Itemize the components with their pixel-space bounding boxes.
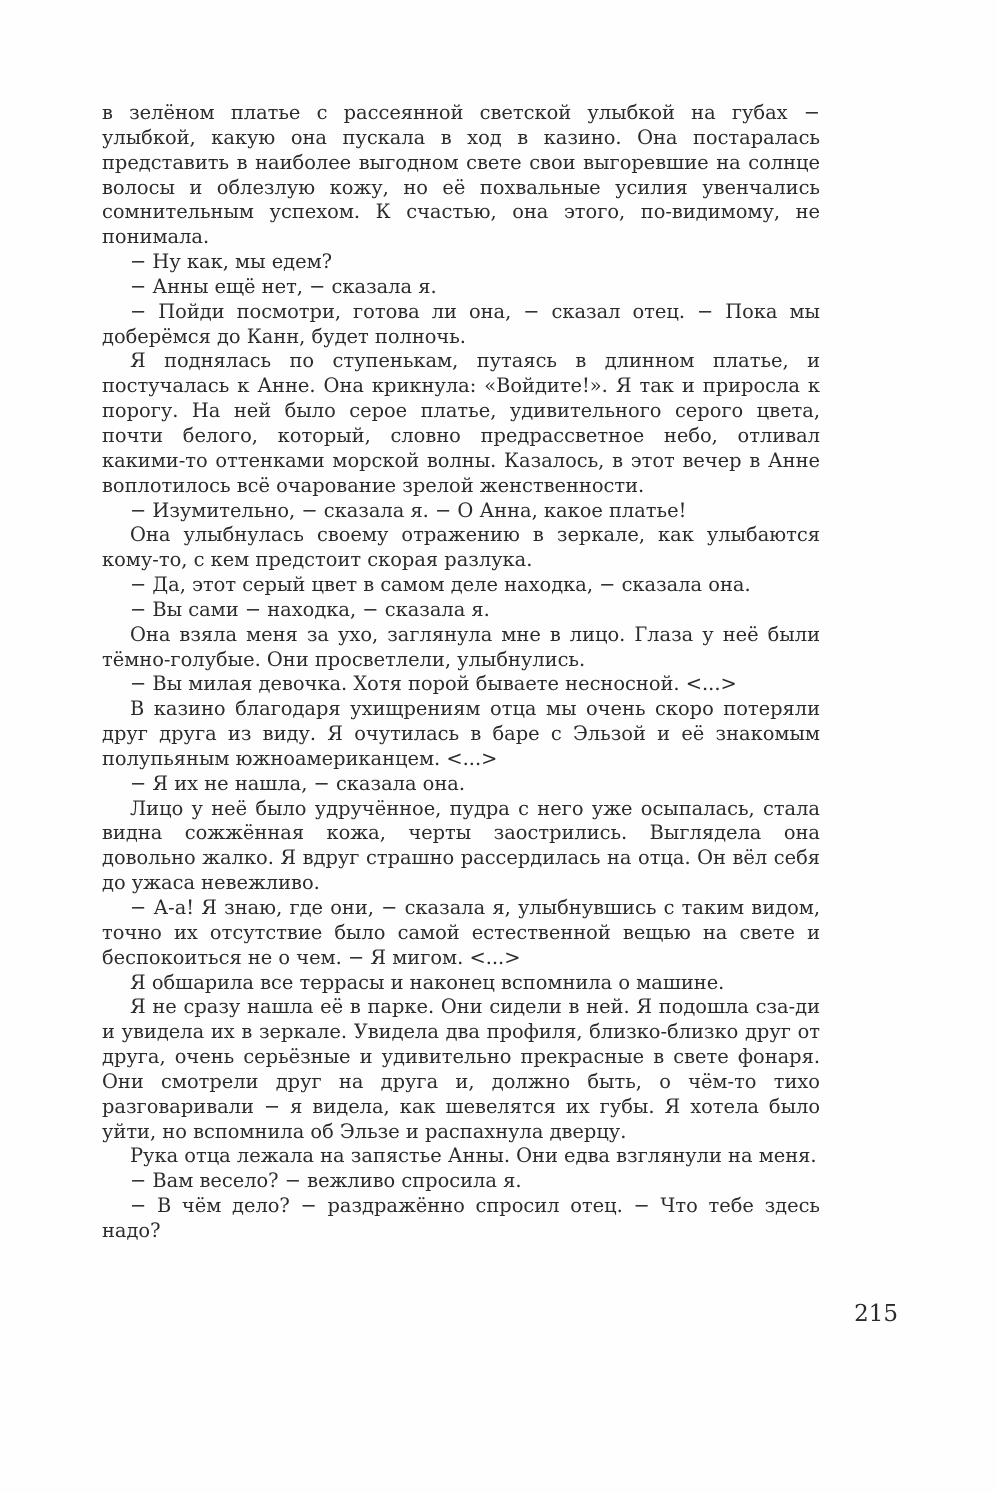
page-number: 215 (854, 1301, 898, 1327)
paragraph: − В чём дело? − раздражённо спросил отец. − Что тебе здесь надо? (102, 1194, 820, 1242)
body-text (102, 101, 820, 1244)
paragraph: − Вы сами − находка, − сказала я. (130, 597, 490, 621)
paragraph: Я обшарила все террасы и наконец вспомнила о машине. (130, 970, 725, 994)
paragraph: Она взяла меня за ухо, заглянула мне в лицо. Глаза у неё были тёмно-голубые. Они просветлели, улыбнулись. (102, 622, 820, 671)
paragraph: − Ну как, мы едем? (130, 250, 333, 274)
paragraph: Я не сразу нашла её в парке. Они сидели в ней. Я подошла сза-ди и увидела их в зеркале. Увидела два профиля, близко-близко друг от друга, очень серьёзные и удивительно прекрасные в свете фонаря. Они смотрели друг на друга и, должно быть, о чём-то тихо разговаривали − я видела, как шевелятся их губы. Я хотела было уйти, но вспомнила об Эльзе и распахнула дверцу. (102, 995, 820, 1143)
paragraph: Рука отца лежала на запястье Анны. Они едва взглянули на меня. (130, 1144, 817, 1168)
paragraph: В казино благодаря ухищрениям отца мы очень скоро потеряли друг друга из виду. Я очутилась в баре с Эльзой и её знакомым полупьяным южноамериканцем. <...> (102, 697, 820, 770)
paragraph: в зелёном платье с рассеянной светской улыбкой на губах − улыбкой, какую она пускала в ход в казино. Она постаралась представить в наиболее выгодном свете свои выгоревшие на солнце волосы и облезлую кожу, но её похвальные усилия увенчались сомнительным успехом. К счастью, она этого, по-видимому, не понимала. (102, 101, 820, 249)
paragraph: − Анны ещё нет, − сказала я. (130, 274, 437, 298)
paragraph: − Пойди посмотри, готова ли она, − сказал отец. − Пока мы доберёмся до Канн, будет полночь. (102, 299, 820, 348)
paragraph: − Я их не нашла, − сказала она. (130, 771, 465, 795)
paragraph: Лицо у неё было удручённое, пудра с него уже осыпалась, стала видна сожжённая кожа, черты заострились. Выглядела она довольно жалко. Я вдруг страшно рассердилась на отца. Он вёл себя до ужаса невежливо. (102, 796, 820, 895)
paragraph: − Вам весело? − вежливо спросила я. (130, 1169, 522, 1193)
paragraph: − Да, этот серый цвет в самом деле находка, − сказала она. (130, 573, 751, 597)
paragraph: − Вы милая девочка. Хотя порой бываете несносной. <...> (130, 672, 737, 696)
paragraph: Я поднялась по ступенькам, путаясь в длинном платье, и постучалась к Анне. Она крикнула: «Войдите!». Я так и приросла к порогу. На ней было серое платье, удивительного серого цвета, почти белого, который, словно предрассветное небо, отливал какими-то оттенками морской волны. Казалось, в этот вечер в Анне воплотилось всё очарование зрелой женственности. (102, 349, 820, 497)
paragraph: Она улыбнулась своему отражению в зеркале, как улыбаются кому-то, с кем предстоит скорая разлука. (102, 523, 820, 572)
paragraph: − А-а! Я знаю, где они, − сказала я, улыбнувшись с таким видом, точно их отсутствие было самой естественной вещью на свете и беспокоиться не о чем. − Я мигом. <...> (102, 896, 820, 969)
paragraph: − Изумительно, − сказала я. − О Анна, какое платье! (130, 498, 687, 522)
